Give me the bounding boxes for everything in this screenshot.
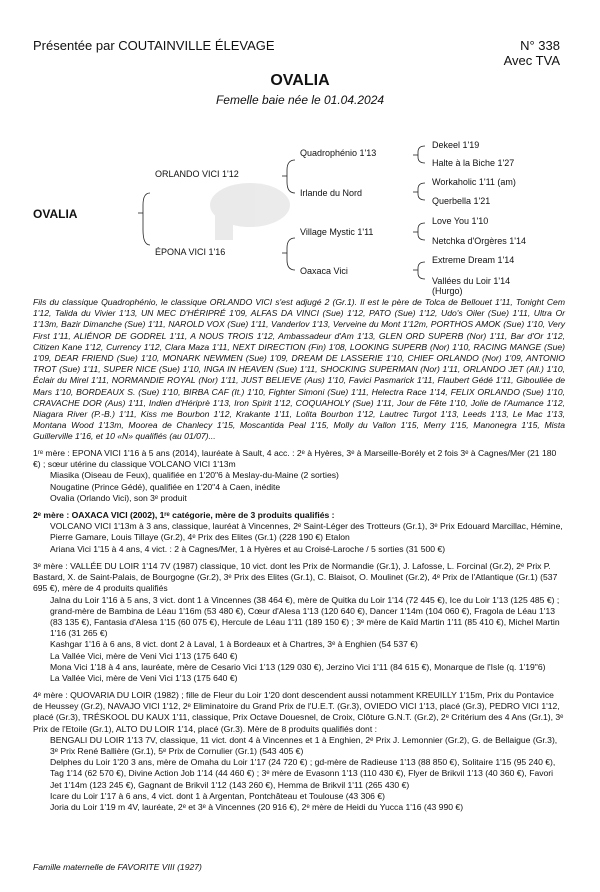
third-dam-produce-4: Mona Vici 1'18 à 4 ans, lauréate, mère de Cesario Vici 1'13 (129 030 €), Jerzino Vici 1'11 (84 615 €), Monarque de l'Isle (q. 1'19"6) [50,661,546,672]
fourth-dam-produce-3: Icare du Loir 1'17 à 6 ans, 4 vict. dont 1 à Argentan, Pontchâteau et Toulouse (43 306 €) [50,790,385,801]
pedigree-dam-sire: Village Mystic 1'11 [300,227,374,237]
pedigree-sire: ORLANDO VICI 1'12 [155,169,239,179]
tax-status: Avec TVA [503,53,560,68]
pedigree-g3-7: Extreme Dream 1'14 [432,255,515,265]
pedigree-sire-dam: Irlande du Nord [300,188,363,198]
first-dam-section [33,448,565,504]
pedigree-g3-6: Netchka d'Orgères 1'14 [432,236,526,246]
third-dam-section [33,561,565,684]
fourth-dam-produce-1: BENGALI DU LOIR 1'13 7V, classique, 11 vict. dont 4 à Vincennes et 1 à Enghien, 2ᵉ Prix J. Lemonnier (Gr.2), G. de Bellaigue (Gr.3), 3ᵉ Prix René Ballière (Gr.1), 5ᵉ Prix de Cornulier (Gr.1) (543 405 €) [50,734,558,756]
lot-number: N° 338 [520,38,560,53]
pedigree-g3-1: Dekeel 1'19 [432,140,480,150]
second-dam-produce-2: Ariana Vici 1'15 à 4 ans, 4 vict. : 2 à Cagnes/Mer, 1 à Hyères et au Croisé-Laroche / 5 sorties (31 500 €) [50,543,446,554]
maternal-family: Famille maternelle de FAVORITE VIII (1927) [33,862,202,872]
first-dam-produce-1: Miasika (Oiseau de Feux), qualifiée en 1'20"6 à Meslay-du-Maine (2 sorties) [50,470,339,481]
pedigree-dam-dam: Oaxaca Vici [300,266,348,276]
third-dam-produce-3: La Vallée Vici, mère de Veni Vici 1'13 (175 640 €) [50,650,238,661]
pedigree-g3-2: Halte à la Biche 1'27 [432,158,515,168]
sire-intro: Fils du classique Quadrophénio, le classique ORLANDO VICI s'est adjugé 2 (Gr.1). Il est le père de Tolca de Bellouet 1'11, Tonight Cem 1'12, Talida du Vivier 1'13, UN MEC D'HÉRIPRÉ 1'09, ALFAS DA VINCI (Sue) 1'12, PATO (Sue) 1'12, Udo's Oiler (Sue) 1'11, Ultra Or 1'13m, Bazir Dimanche (Sue) 1'11, NAROLD VOX (Sue) 1'11, Vanderlov 1'13, Verveine du Mont 1'12m, PORTHOS AMOK (Sue) 1'10, Very First 1'11, ALIÉNOR DE GODREL 1'11, A NOUS TROIS 1'12, Ambassadeur d'Am 1'13, GLEN ORD SUPERB (Nor) 1'11, Bar d'Or 1'12, Citizen Kane 1'12, Currency 1'12, Clara Maza 1'11, NEXT DIRECTION (Fin) 1'08, LOOKING SUPERB (Nor) 1'10, RACING MANGE (Sue) 1'09, DEAR FRIEND (Sue) 1'10, MONARK NEWMEN (Sue) 1'09, DREAM DE LASSERIE 1'10, CHIEF ORLANDO (Nor) 1'09, ANTONIO TROT (Sue) 1'11, SUPER NICE (Sue) 1'10, INGA IN HEAVEN (Sue) 1'11, SHOCKING SUPERMAN (Nor) 1'11, ORLANDO JET (All.) 1'10, Éclair du Mirel 1'11, NORMANDIE ROYAL (Nor) 1'11, JUST BELIEVE (Aus) 1'10, Favici Pasmarick 1'11, Flaubert Gédé 1'11, Gibouliée de Mars 1'10, BORDEAUX S. (Sue) 1'10, BIRBA CAF (It.) 1'10, Fighter Simoni (Sue) 1'11, Helectra Race 1'14, FELIX ORLANDO (Sue) 1'10, CRAVACHE DOR (Aus) 1'11, Indien d'Hériprè 1'13, Iron Spirit 1'12, COQUAHOLY (Sue) 1'11, Jour de Fête 1'10, Jolie de l'Aumance 1'12, Niagara River (P.-B.) 1'11, Kiss me Bourbon 1'12, Krakante 1'11, Lolita Bourbon 1'12, Lautrec Turgot 1'13, Leeds 1'13, Le Mac 1'13, Montana Wood 1'13m, Moorea de Chanlecy 1'15, Moscantida Peal 1'15, Molly du Vallon 1'15, Merry 1'15, Manonegra 1'15, Mista Guillerville 1'16, et 10 «N» qualifiés (au 01/07)... [33,297,565,442]
pedigree-g3-3: Workaholic 1'11 (am) [432,177,516,187]
trotter-watermark [210,183,290,240]
fourth-dam-produce-4: Joria du Loir 1'19 m 4V, lauréate, 2ᵉ et 3ᵉ à Vincennes (20 916 €), 2ᵉ mère de Heidi du Yucca 1'16 (43 990 €) [50,801,464,812]
fourth-dam-heading: 4ᵉ mère : QUOVARIA DU LOIR (1982) ; fille de Fleur du Loir 1'20 dont descendent aussi notamment KREUILLY 1'15m, Prix du Pontavice de Heussey (Gr.2), NAVAJO VICI 1'12, 2ᵉ Eliminatoire du Grand Prix de l'U.E.T. (Gr.3), OVIEDO VICI 1'13, placé (Gr.3), PEDRO VICI 1'12, placé (Gr.3), TRÉSKOOL DU KAUX 1'11, classique, Prix Octave Douesnel, de Croix, Clôture G.N.T. (Gr.2), 2ᵉ Critérium des 4 Ans (Gr.1), 3ᵉ Prix de l'Etoile (Gr.1), ALTO DU LOIR 1'14, placé (Gr.3). Mère de 8 produits qualifiés dont : [33,690,564,734]
pedigree-g3-9: (Hurgo) [432,286,463,296]
horse-description: Femelle baie née le 01.04.2024 [215,93,385,107]
third-dam-produce-5: La Vallée Vici, mère de Veni Vici 1'13 (175 640 €) [50,672,238,683]
presenter: Présentée par COUTAINVILLE ÉLEVAGE [33,38,275,53]
first-dam-produce-3: Ovalia (Orlando Vici), son 3ᵉ produit [50,492,187,503]
pedigree-g3-5: Love You 1'10 [432,216,489,226]
third-dam-produce-1: Jalna du Loir 1'16 à 5 ans, 3 vict. dont 1 à Vincennes (38 464 €), mère de Quitka du Loir 1'14 (72 445 €), Ice du Loir 1'13 (125 485 €) ; grand-mère de Bambina de Léau 1'16m (53 480 €), Cœur d'Alesa 1'13 (120 640 €), Dancer 1'14m (104 060 €), Fragola de Léau 1'13 (83 135 €), Fantasia d'Alesa 1'15 (60 075 €), Hercule de Léau 1'11 (189 150 €) ; 3ᵉ mère de Kaïd Martin 1'11 (85 410 €), Michel Martin 1'16 (31 265 €) [50,594,560,639]
horse-name: OVALIA [270,72,330,89]
first-dam-produce-2: Nougatine (Prince Gédé), qualifiée en 1'20"4 à Caen, inédite [50,481,281,492]
second-dam-heading: 2ᵉ mère : OAXACA VICI (2002), 1ʳᵉ catégorie, mère de 3 produits qualifiés : [33,510,335,520]
first-dam-heading: 1ʳᵉ mère : EPONA VICI 1'16 à 5 ans (2014), lauréate à Sault, 4 acc. : 2ᵉ à Hyères, 3ᵉ à Marseille-Borély et 2 fois 3ᵉ à Cagnes/Mer (21 180 €) ; sœur utérine du classique VOLCANO VICI 1'13m [33,448,557,470]
pedigree-dam: ÉPONA VICI 1'16 [155,247,226,257]
pedigree-g3-4: Querbella 1'21 [432,196,491,206]
fourth-dam-section [33,690,565,813]
pedigree-sire-sire: Quadrophénio 1'13 [300,148,377,158]
fourth-dam-produce-2: Delphes du Loir 1'20 3 ans, mère de Omaha du Loir 1'17 (24 720 €) ; gd-mère de Radieuse 1'13 (88 850 €), Solitaire 1'15 (95 240 €), Tag 1'14 (62 570 €), Divine Action Job 1'14 (44 460 €) ; 3ᵉ mère de Evasonn 1'13 (110 430 €), Flyer de Brikvil 1'13 (40 360 €), Favori Jet 1'14m (123 245 €), Gagnant de Brikvil 1'12 (143 260 €), Hemma de Brikvil 1'11 (265 430 €) [50,757,556,790]
third-dam-produce-2: Kashgar 1'16 à 6 ans, 8 vict. dont 2 à Laval, 1 à Bordeaux et à Chartres, 3ᵉ à Enghien (54 537 €) [50,639,418,650]
second-dam-produce-1: VOLCANO VICI 1'13m à 3 ans, classique, lauréat à Vincennes, 2ᵉ Saint-Léger des Trotteurs (Gr.1), 3ᵉ Prix Edouard Marcillac, Hémine, Pierre Gamare, Louis Tillaye (Gr.2), 4ᵉ Prix des Elites (Gr.1) (228 190 €) Etalon [50,521,563,543]
pedigree-subject: OVALIA [33,207,78,221]
second-dam-section [33,510,565,555]
third-dam-heading: 3ᵉ mère : VALLÉE DU LOIR 1'14 7V (1987) classique, 10 vict. dont les Prix de Normandie (Gr.1), J. Lafosse, L. Forcinal (Gr.2), 2ᵉ Prix P. Bastard, X. de Saint-Palais, de Bourgogne (Gr.2), 3ᵉ Prix des Elites (Gr.1), C. Blaisot, O. Moulinet (Gr.2), 4ᵉ Prix de l'Atlantique (Gr.1) (537 695 €), mère de 4 produits qualifiés [33,561,558,594]
pedigree-g3-8: Vallées du Loir 1'14 [432,276,511,286]
